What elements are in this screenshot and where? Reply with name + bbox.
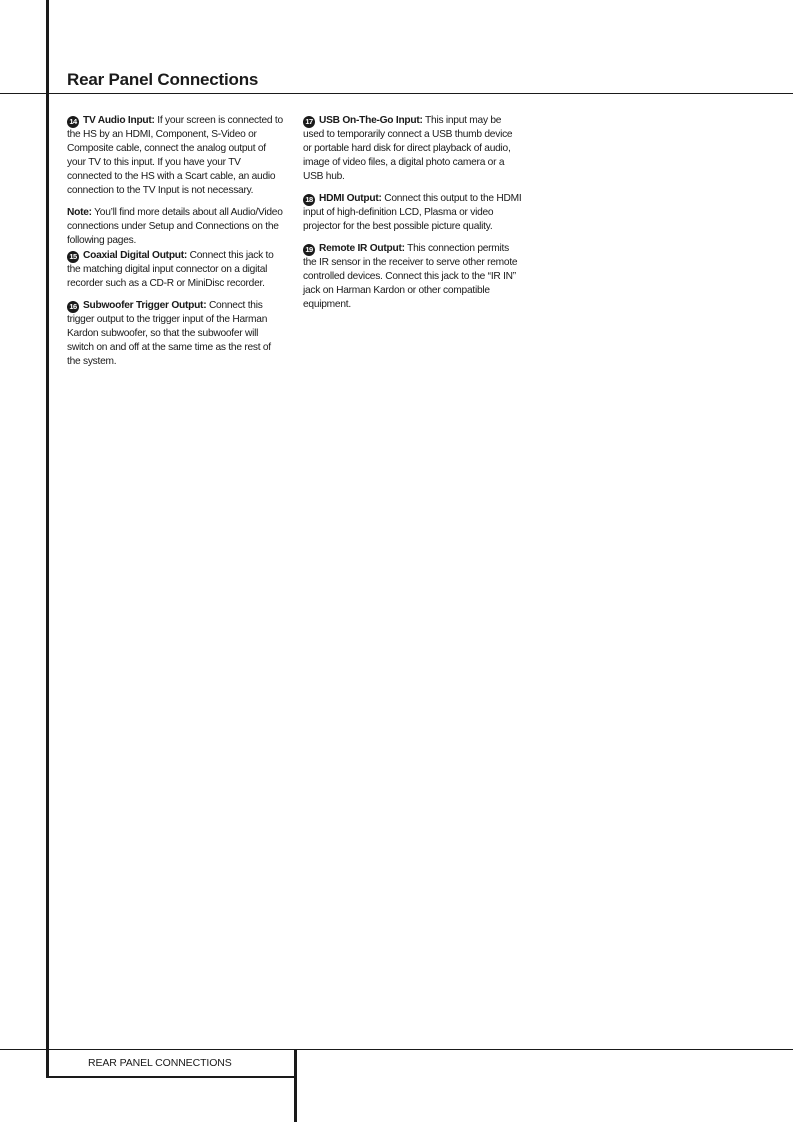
item-text: Connect this trigger output to the trigger input of the Harman Kardon subwoofer, so that the subwoofer will switch on and off at the same time as the rest of the system. [67,300,271,367]
item-number-badge: 18 [303,194,315,206]
item-number-badge: 17 [303,116,315,128]
item-number-badge: 15 [67,251,79,263]
item-usb-otg-input [303,114,523,184]
left-column [67,114,285,377]
footer-divider-rule [294,1049,297,1122]
footer-box-bottom-rule [46,1076,297,1078]
item-text: Connect this jack to the matching digital input connector on a digital recorder such as a CD-R or MiniDisc recorder. [67,250,274,289]
item-hdmi-output [303,192,523,234]
item-title: Subwoofer Trigger Output: [83,300,207,311]
item-title: Remote IR Output: [319,243,405,254]
item-text: If your screen is connected to the HS by an HDMI, Component, S-Video or Composite cable, connect the analog output of your TV to this input. If you have your TV connected to the HS with a Scart cable, an audio connection to the TV Input is not necessary. [67,115,283,196]
note-text: You’ll find more details about all Audio/Video connections under Setup and Connections on the following pages. [67,207,283,246]
note-paragraph [67,206,285,248]
footer-section-label: REAR PANEL CONNECTIONS [88,1057,232,1069]
page-title: Rear Panel Connections [67,70,259,89]
item-remote-ir-output [303,242,523,312]
footer-rule [0,1049,793,1050]
item-number-badge: 19 [303,244,315,256]
item-tv-audio-input [67,114,285,198]
note-title: Note: [67,207,92,218]
item-text: This connection permits the IR sensor in the receiver to serve other remote controlled devices. Connect this jack to the “IR IN” jack on Harman Kardon or other compatible equipment. [303,243,518,310]
item-coaxial-digital-output [67,249,285,291]
left-margin-rule [46,0,49,1078]
item-title: Coaxial Digital Output: [83,250,188,261]
header-rule [0,93,793,94]
right-column [303,114,523,320]
item-text: This input may be used to temporarily connect a USB thumb device or portable hard disk for direct playback of audio, image of video files, a digital photo camera or a USB hub. [303,115,513,182]
item-number-badge: 14 [67,116,79,128]
item-number-badge: 16 [67,301,79,313]
item-subwoofer-trigger-output [67,299,285,369]
item-title: USB On-The-Go Input: [319,115,423,126]
item-text: Connect this output to the HDMI input of high-definition LCD, Plasma or video projector for the best possible picture quality. [303,193,522,232]
item-title: TV Audio Input: [83,115,155,126]
item-title: HDMI Output: [319,193,382,204]
